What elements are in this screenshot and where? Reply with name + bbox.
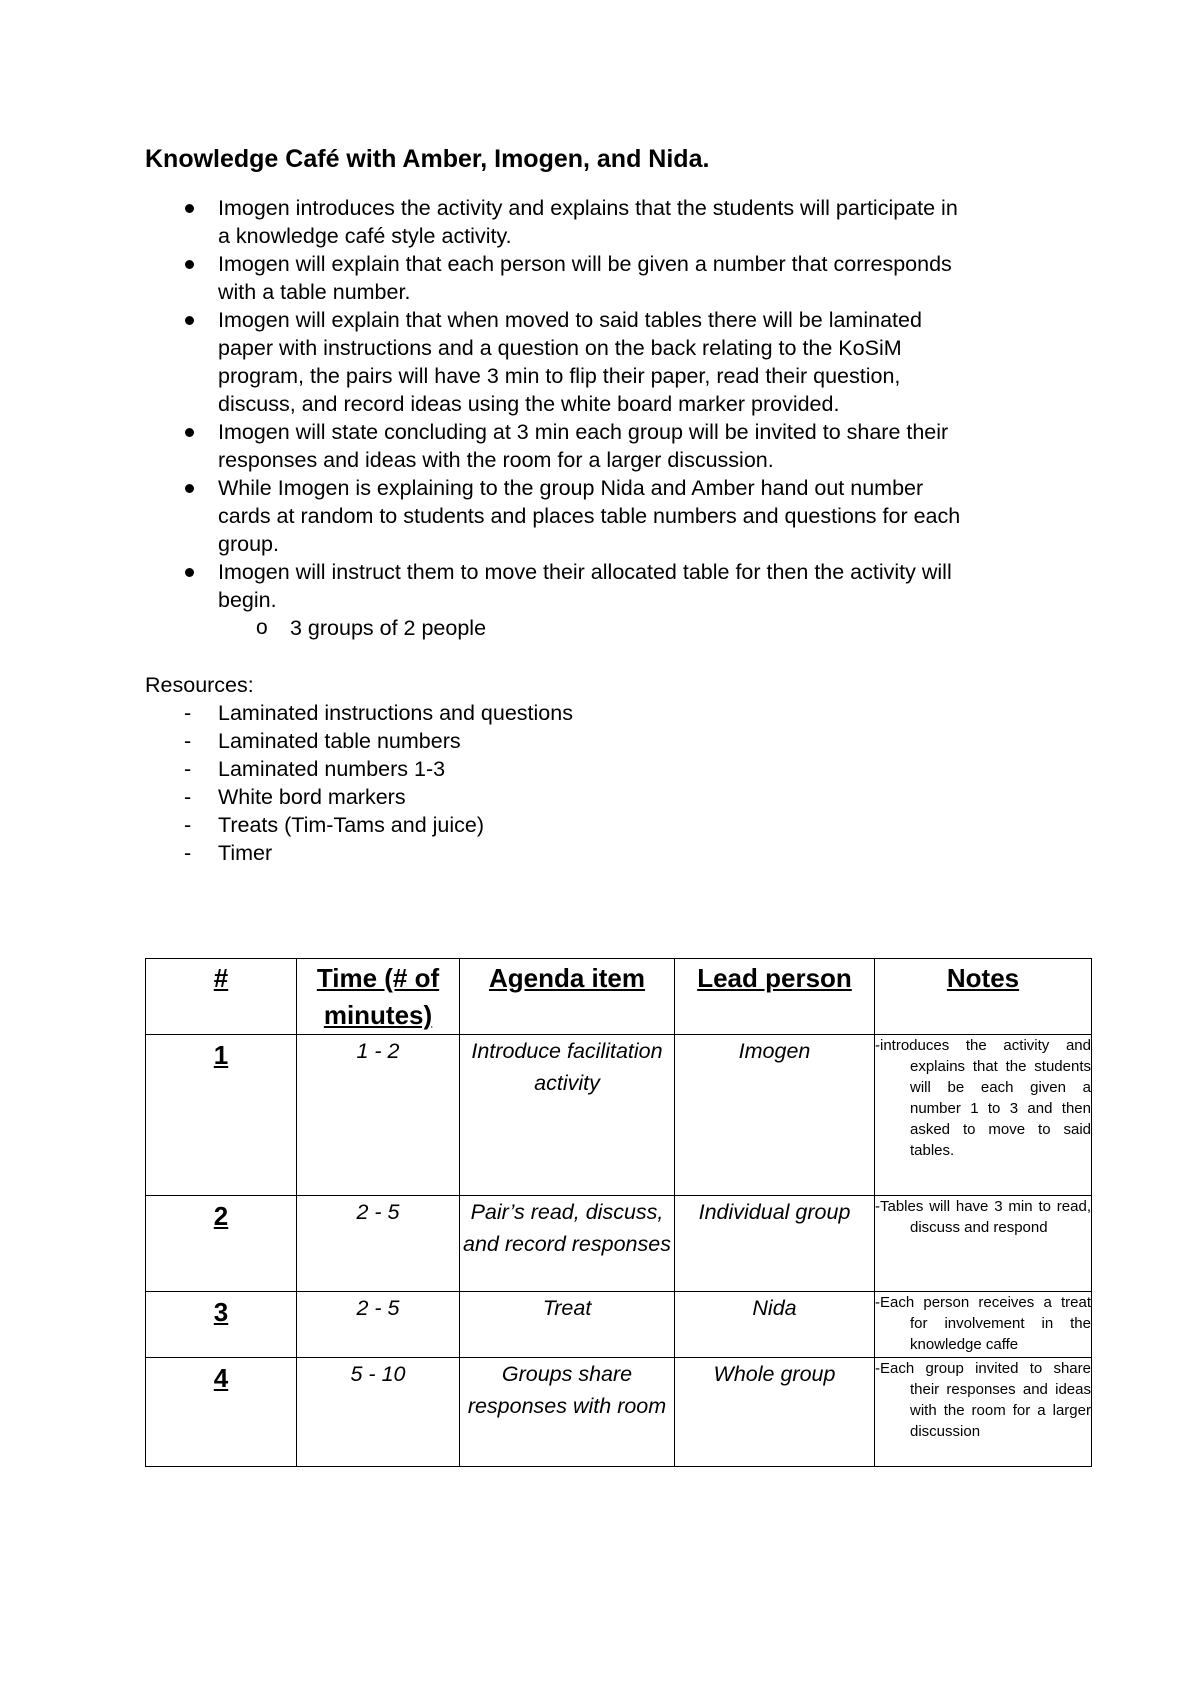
dash-marker: - (184, 785, 192, 809)
list-item (145, 250, 1095, 306)
list-item-line: group. (218, 532, 279, 556)
list-item-line: Imogen will explain that when moved to said tables there will be laminated (218, 308, 922, 332)
resource-item (145, 811, 1095, 839)
row-notes (875, 1292, 1092, 1358)
resource-item (145, 755, 1095, 783)
bullet-icon (185, 568, 194, 577)
header-number: # (146, 959, 297, 1035)
row-notes-text: -Each person receives a treat for involvement in the knowledge caffe (875, 1294, 1091, 1353)
row-notes (875, 1035, 1092, 1196)
resource-item (145, 727, 1095, 755)
list-item-line: Imogen will instruct them to move their allocated table for then the activity will (218, 560, 952, 584)
table-row (146, 1035, 1092, 1196)
list-item-line: While Imogen is explaining to the group Nida and Amber hand out number (218, 476, 924, 500)
row-number: 2 (146, 1196, 297, 1292)
row-time: 1 - 2 (297, 1035, 460, 1196)
table-row (146, 1358, 1092, 1467)
row-agenda-item: Treat (460, 1292, 675, 1358)
row-time: 2 - 5 (297, 1292, 460, 1358)
row-time: 5 - 10 (297, 1358, 460, 1467)
list-item-line: begin. (218, 588, 277, 612)
bullet-icon (185, 260, 194, 269)
list-item-line: program, the pairs will have 3 min to flip their paper, read their question, (218, 364, 901, 388)
header-time: Time (# of minutes) (297, 959, 460, 1035)
header-agenda-item: Agenda item (460, 959, 675, 1035)
row-lead-person: Whole group (675, 1358, 875, 1467)
row-lead-person: Nida (675, 1292, 875, 1358)
list-item (145, 306, 1095, 418)
list-item-line: with a table number. (218, 280, 411, 304)
table-row (146, 1196, 1092, 1292)
list-item-line: Imogen will explain that each person will be given a number that corresponds (218, 252, 952, 276)
resource-item-text: White bord markers (218, 785, 406, 809)
dash-marker: - (184, 701, 192, 725)
list-item (145, 474, 1095, 558)
row-time: 2 - 5 (297, 1196, 460, 1292)
dash-marker: - (184, 813, 192, 837)
sub-list-item (145, 614, 1095, 642)
list-item (145, 418, 1095, 474)
page-title: Knowledge Café with Amber, Imogen, and Nida. (145, 145, 710, 173)
sub-list-item-text: 3 groups of 2 people (290, 616, 487, 640)
resources-list (145, 699, 1095, 867)
list-item-line: Imogen will state concluding at 3 min each group will be invited to share their (218, 420, 949, 444)
list-item-line: discuss, and record ideas using the white board marker provided. (218, 392, 840, 416)
list-item-line: Imogen introduces the activity and explains that the students will participate in (218, 196, 958, 220)
row-notes-text: -Each group invited to share their responses and ideas with the room for a larger discussion (875, 1360, 1091, 1440)
row-number: 1 (146, 1035, 297, 1196)
list-item-line: responses and ideas with the room for a larger discussion. (218, 448, 774, 472)
row-lead-person: Individual group (675, 1196, 875, 1292)
resource-item-text: Laminated table numbers (218, 729, 461, 753)
dash-marker: - (184, 729, 192, 753)
row-number: 3 (146, 1292, 297, 1358)
list-item (145, 558, 1095, 614)
bullet-icon (185, 428, 194, 437)
dash-marker: - (184, 757, 192, 781)
resource-item-text: Treats (Tim-Tams and juice) (218, 813, 485, 837)
table-row (146, 1292, 1092, 1358)
row-notes (875, 1196, 1092, 1292)
header-notes: Notes (875, 959, 1092, 1035)
document-page (145, 145, 1095, 867)
sub-list (145, 614, 1095, 642)
list-item-line: cards at random to students and places table numbers and questions for each (218, 504, 961, 528)
bullet-icon (185, 484, 194, 493)
resource-item (145, 699, 1095, 727)
resource-item-text: Timer (218, 841, 273, 865)
bullet-icon (185, 204, 194, 213)
row-agenda-item: Introduce facilitation activity (460, 1035, 675, 1196)
row-notes-text: -introduces the activity and explains that the students will be each given a number 1 to 3 and then asked to move to said tables. (875, 1037, 1091, 1159)
resource-item-text: Laminated instructions and questions (218, 701, 573, 725)
dash-marker: - (184, 841, 192, 865)
row-agenda-item: Groups share responses with room (460, 1358, 675, 1467)
row-agenda-item: Pair’s read, discuss, and record responses (460, 1196, 675, 1292)
resource-item (145, 839, 1095, 867)
sub-bullet-marker: o (256, 616, 268, 639)
bullet-icon (185, 316, 194, 325)
list-item (145, 194, 1095, 250)
header-lead-person: Lead person (675, 959, 875, 1035)
table-header-row (146, 959, 1092, 1035)
row-notes (875, 1358, 1092, 1467)
row-number: 4 (146, 1358, 297, 1467)
row-notes-text: -Tables will have 3 min to read, discuss and respond (875, 1198, 1091, 1236)
row-lead-person: Imogen (675, 1035, 875, 1196)
resources-title: Resources: (145, 673, 254, 697)
activity-steps-list (145, 194, 1095, 614)
list-item-line: a knowledge café style activity. (218, 224, 512, 248)
list-item-line: paper with instructions and a question on the back relating to the KoSiM (218, 336, 902, 360)
resource-item (145, 783, 1095, 811)
agenda-table (145, 958, 1092, 1467)
resource-item-text: Laminated numbers 1-3 (218, 757, 446, 781)
